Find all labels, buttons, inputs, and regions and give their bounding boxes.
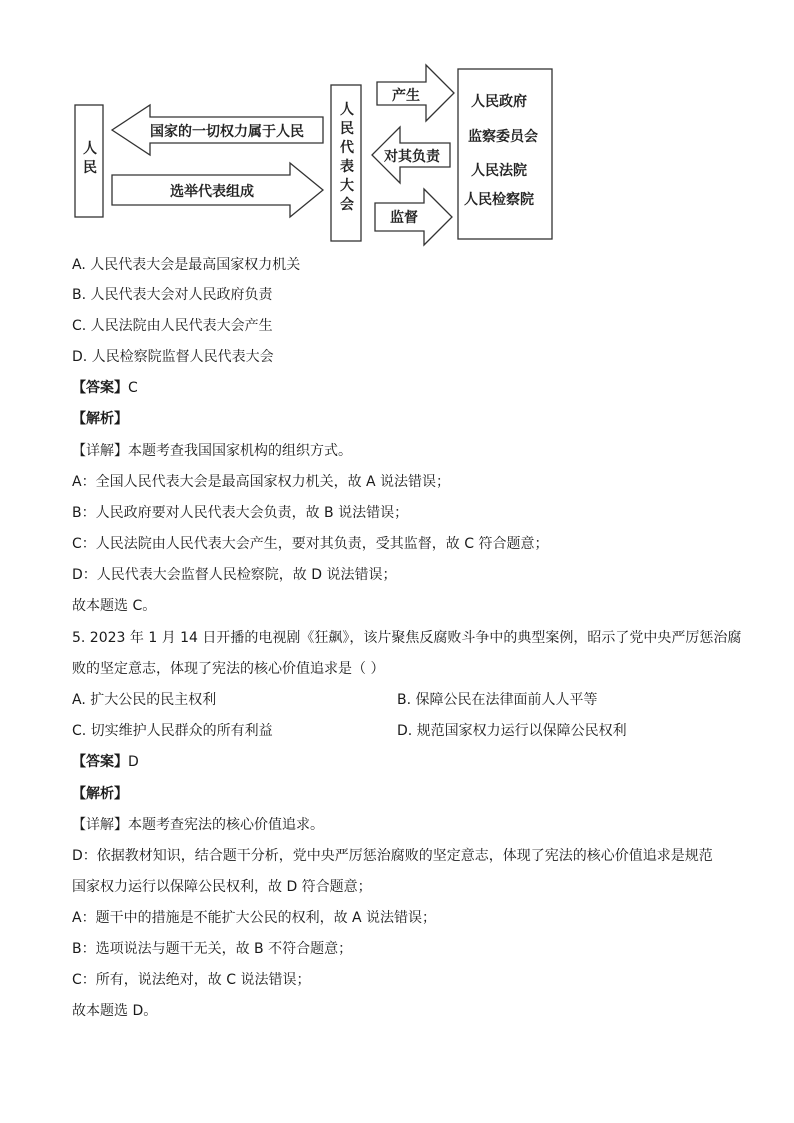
organ-supervisory-commission: 监察委员会 [468,129,538,145]
organ-procuratorate: 人民检察院 [464,192,534,208]
q5-detail: 【详解】本题考查宪法的核心价值追求。 [72,817,324,833]
q4-answer [72,378,138,398]
q5-analysis-label: 【解析】 [72,786,128,802]
power-arrow-label: 国家的一切权力属于人民 [150,124,304,140]
organ-court: 人民法院 [471,163,527,179]
q5-option-b: B. 保障公民在法律面前人人平等 [397,692,598,708]
q5-answer-label: 【答案】 [72,754,128,770]
q5-option-c: C. 切实维护人民群众的所有利益 [72,723,273,739]
q4-option-d: D. 人民检察院监督人民代表大会 [72,349,274,365]
q4-option-b: B. 人民代表大会对人民政府负责 [72,287,273,303]
produce-arrow-label: 产生 [392,88,420,104]
q5-answer-value: D [128,754,139,770]
q5-point-a: A：题干中的措施是不能扩大公民的权利，故 A 说法错误； [72,910,437,926]
q4-answer-label: 【答案】 [72,380,128,396]
q5-answer [72,752,139,772]
q4-point-c: C：人民法院由人民代表大会产生，要对其负责，受其监督，故 C 符合题意； [72,536,549,552]
congress-label: 人民代表大会 [340,102,354,213]
organ-government: 人民政府 [471,94,527,110]
q4-point-a: A：全国人民代表大会是最高国家权力机关，故 A 说法错误； [72,474,451,490]
q4-answer-value: C [128,380,138,396]
q4-detail: 【详解】本题考查我国国家机构的组织方式。 [72,443,352,459]
q5-stem-line1: 5. 2023 年 1 月 14 日开播的电视剧《狂飙》，该片聚焦反腐败斗争中的典型案例，昭示了党中央严厉惩治腐 [72,630,742,646]
q5-point-c: C：所有，说法绝对，故 C 说法错误； [72,972,311,988]
q5-point-d-line1: D：依据教材知识，结合题干分析，党中央严厉惩治腐败的坚定意志，体现了宪法的核心价值追求是规范 [72,848,713,864]
people-label: 人民 [83,141,97,176]
responsible-arrow-label: 对其负责 [384,149,440,165]
q4-conclusion: 故本题选 C。 [72,598,157,614]
q5-stem-line2: 败的坚定意志，体现了宪法的核心价值追求是（ ） [72,661,385,677]
q4-analysis-label: 【解析】 [72,411,128,427]
q4-option-c: C. 人民法院由人民代表大会产生 [72,318,273,334]
diagram-shapes [60,55,580,255]
elect-arrow-label: 选举代表组成 [170,184,254,200]
supervise-arrow-label: 监督 [390,210,418,226]
q4-option-a: A. 人民代表大会是最高国家权力机关 [72,257,301,273]
q5-conclusion: 故本题选 D。 [72,1003,158,1019]
q5-option-d: D. 规范国家权力运行以保障公民权利 [397,723,627,739]
q5-point-d-line2: 国家权力运行以保障公民权利，故 D 符合题意； [72,879,372,895]
q5-option-a: A. 扩大公民的民主权利 [72,692,217,708]
q4-point-d: D：人民代表大会监督人民检察院，故 D 说法错误； [72,567,397,583]
state-organs-diagram [60,55,580,255]
q4-point-b: B：人民政府要对人民代表大会负责，故 B 说法错误； [72,505,409,521]
q5-point-b: B：选项说法与题干无关，故 B 不符合题意； [72,941,353,957]
